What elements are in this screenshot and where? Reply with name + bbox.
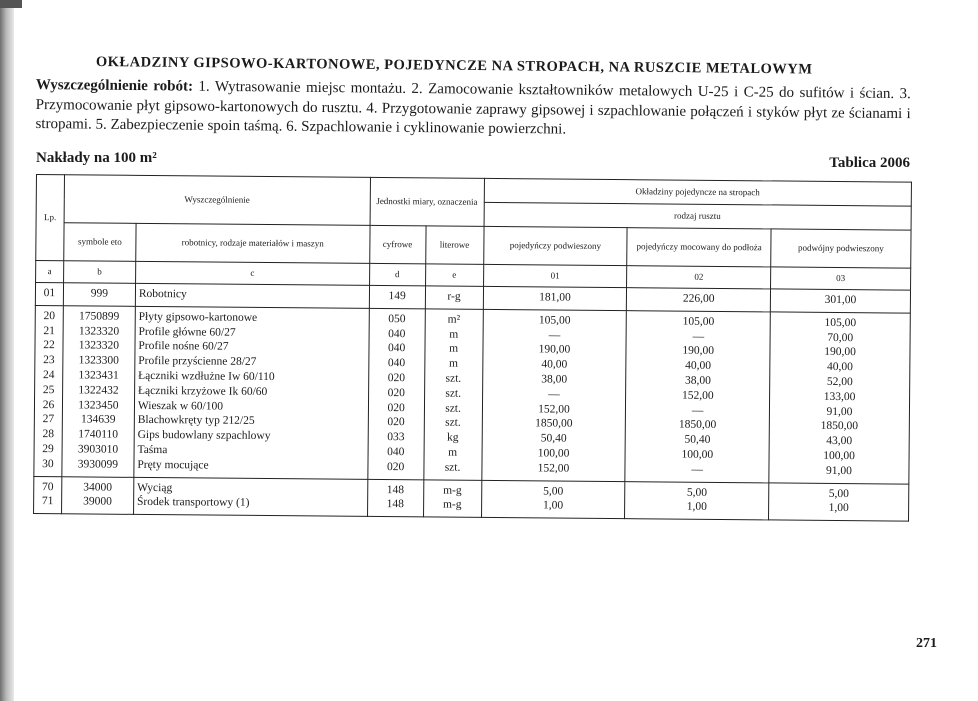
table-cell: m-g bbox=[443, 484, 462, 497]
table-cell: — bbox=[691, 463, 703, 476]
table-cell: — bbox=[548, 388, 560, 401]
column-cyfrowe bbox=[368, 308, 425, 479]
table-cell: 190,00 bbox=[824, 346, 856, 359]
table-cell: Robotnicy bbox=[138, 287, 187, 301]
table-cell: 23 bbox=[43, 354, 55, 367]
table-cell: 1750899 bbox=[79, 310, 120, 323]
table-cell: 152,00 bbox=[681, 389, 714, 402]
table-cell: szt. bbox=[444, 461, 461, 474]
table-cell: m bbox=[449, 343, 459, 356]
table-cell: 105,00 bbox=[824, 316, 857, 329]
table-cell: 5,00 bbox=[543, 485, 564, 498]
table-cell: 01 bbox=[43, 287, 56, 300]
table-cell: 40,00 bbox=[685, 359, 712, 373]
column-c1 bbox=[481, 480, 625, 519]
table-cell: 1323320 bbox=[78, 339, 120, 353]
table-cell: 999 bbox=[90, 287, 109, 300]
table-cell: 050 bbox=[388, 312, 406, 326]
table-cell: 181,00 bbox=[539, 291, 571, 304]
table-cell: 020 bbox=[387, 386, 405, 400]
header-cyfrowe: cyfrowe bbox=[369, 225, 425, 263]
table-cell: 133,00 bbox=[823, 390, 856, 403]
table-cell: szt. bbox=[445, 402, 461, 415]
table-cell: 301,00 bbox=[824, 293, 857, 307]
table-cell: 020 bbox=[387, 372, 406, 385]
table-cell: Profile nośne 60/27 bbox=[138, 340, 229, 354]
table-cell: — bbox=[691, 404, 704, 417]
table-cell: r-g bbox=[447, 290, 461, 303]
table-cell: 105,00 bbox=[682, 315, 715, 328]
table-cell: 100,00 bbox=[537, 447, 570, 460]
header-col-01: pojedyńczy podwieszony bbox=[483, 226, 627, 265]
table-cell: 27 bbox=[42, 413, 55, 426]
table-cell: 40,00 bbox=[541, 358, 568, 371]
header-okladziny: Okładziny pojedyncze na stropach bbox=[484, 178, 912, 206]
column-symbol bbox=[62, 306, 135, 477]
table-cell: 30 bbox=[42, 457, 54, 470]
spec-label: Wyszczególnienie robót: bbox=[35, 76, 194, 95]
table-cell: 21 bbox=[43, 324, 55, 337]
column-c2 bbox=[625, 481, 769, 520]
table-cell: 71 bbox=[41, 495, 54, 508]
column-lp bbox=[34, 476, 62, 514]
book-corner-mark bbox=[0, 0, 22, 8]
table-cell: 1850,00 bbox=[678, 418, 717, 432]
table-cell: 70 bbox=[41, 480, 54, 493]
table-cell: 24 bbox=[42, 369, 55, 382]
table-cell: Środek transportowy (1) bbox=[136, 496, 250, 510]
table-cell: 25 bbox=[42, 383, 55, 396]
table-cell: — bbox=[692, 330, 705, 343]
table-cell: Pręty mocujące bbox=[137, 458, 209, 472]
page-number: 271 bbox=[916, 636, 937, 651]
table-cell: 3930099 bbox=[77, 458, 119, 471]
letter-01: 01 bbox=[483, 264, 627, 287]
table-cell: m bbox=[449, 328, 459, 341]
column-name bbox=[134, 306, 369, 479]
table-cell: 105,00 bbox=[538, 314, 571, 327]
header-rodzaj-rusztu: rodzaj rusztu bbox=[484, 202, 912, 230]
table-cell: 1322432 bbox=[78, 384, 119, 397]
header-literowe: literowe bbox=[425, 226, 483, 265]
column-symbol bbox=[62, 476, 134, 514]
letter-a: a bbox=[36, 261, 64, 283]
header-wyszczegolnienie: Wyszczególnienie bbox=[64, 175, 370, 226]
table-cell: Płyty gipsowo-kartonowe bbox=[138, 310, 258, 324]
cost-table bbox=[33, 174, 912, 522]
table-cell: 040 bbox=[387, 342, 406, 355]
table-cell: 152,00 bbox=[537, 462, 570, 475]
table-cell: Profile główne 60/27 bbox=[138, 325, 236, 339]
table-row-group bbox=[34, 476, 909, 521]
table-cell: Wyciąg bbox=[137, 481, 173, 494]
table-cell: 29 bbox=[42, 443, 54, 456]
column-name bbox=[133, 477, 367, 517]
table-cell: m bbox=[448, 357, 458, 370]
table-cell: 50,40 bbox=[540, 432, 567, 445]
table-cell: 100,00 bbox=[823, 449, 855, 463]
header-col-03: podwójny podwieszony bbox=[771, 229, 911, 268]
table-cell: 1,00 bbox=[542, 499, 564, 512]
column-c2 bbox=[625, 310, 770, 482]
table-cell: 100,00 bbox=[681, 448, 714, 461]
table-cell: 39000 bbox=[83, 495, 113, 509]
table-cell: 020 bbox=[386, 460, 405, 473]
column-cyfrowe bbox=[367, 479, 423, 517]
spec-text: 1. Wytrasowanie miejsc montażu. 2. Zamocowanie kształtowników metalowych U-25 i C-25 do sufitów i ścian. 3. Przymocowanie płyt gipsowo-kartonowych do rusztu. 4. Przygotowanie zaprawy gipsowej i szpachlowanie połączeń i styków płyt ze ścianami i stropami. 5. Zabezpieczenie spoin taśmą. 6. Szpachlowanie i cyklinowanie powierzchni. bbox=[35, 78, 911, 138]
table-cell: Wieszak w 60/100 bbox=[137, 399, 224, 413]
table-cell: 226,00 bbox=[682, 292, 715, 305]
table-cell: 26 bbox=[42, 398, 55, 411]
table-cell: Taśma bbox=[137, 443, 168, 457]
table-cell: 020 bbox=[387, 401, 405, 414]
table-cell: 40,00 bbox=[826, 361, 853, 374]
table-cell: 50,40 bbox=[684, 433, 711, 447]
table-cell: szt. bbox=[445, 416, 461, 430]
table-cell: 152,00 bbox=[538, 402, 570, 416]
header-symbole: symbole eto bbox=[64, 223, 136, 262]
column-cyfrowe bbox=[369, 285, 425, 308]
table-cell: Profile przyścienne 28/27 bbox=[138, 355, 257, 369]
table-cell: 1323320 bbox=[78, 324, 120, 338]
table-cell: Łączniki krzyżowe Ik 60/60 bbox=[137, 384, 268, 398]
table-cell: 38,00 bbox=[541, 373, 568, 386]
table-cell: m bbox=[448, 446, 458, 459]
table-cell: 190,00 bbox=[538, 343, 571, 357]
header-jednostki: Jednostki miary, oznaczenia bbox=[370, 177, 484, 226]
table-cell: 190,00 bbox=[682, 345, 715, 358]
table-cell: 040 bbox=[388, 327, 406, 340]
letter-d: d bbox=[369, 263, 425, 285]
table-cell: 38,00 bbox=[684, 374, 711, 387]
table-cell: 020 bbox=[387, 416, 405, 429]
table-row-group bbox=[34, 305, 910, 483]
table-cell: 5,00 bbox=[686, 486, 708, 499]
header-col-02: pojedyńczy mocowany do podłoża bbox=[627, 228, 771, 267]
column-lp bbox=[35, 283, 63, 306]
table-cell: 134639 bbox=[80, 413, 116, 427]
column-c2 bbox=[627, 288, 771, 312]
letter-b: b bbox=[64, 261, 136, 284]
header-robotnicy: robotnicy, rodzaje materiałów i maszyn bbox=[136, 223, 370, 263]
column-symbol bbox=[63, 283, 135, 306]
table-cell: 91,00 bbox=[826, 464, 852, 477]
letter-e: e bbox=[425, 264, 483, 287]
table-cell: 5,00 bbox=[828, 487, 849, 500]
table-cell: 1323450 bbox=[78, 398, 119, 412]
table-cell: 1,00 bbox=[828, 502, 849, 515]
table-cell: 149 bbox=[388, 290, 406, 303]
table-cell: 43,00 bbox=[826, 435, 853, 448]
table-cell: m-g bbox=[442, 498, 462, 512]
table-cell: 34000 bbox=[83, 480, 113, 494]
table-cell: 040 bbox=[387, 446, 405, 459]
table-cell: 1850,00 bbox=[535, 417, 573, 431]
table-cell: szt. bbox=[445, 387, 462, 400]
table-cell: 1323300 bbox=[78, 354, 119, 367]
table-cell: 91,00 bbox=[826, 405, 853, 418]
table-cell: 22 bbox=[43, 339, 55, 352]
column-c1 bbox=[483, 286, 627, 310]
column-c3 bbox=[770, 289, 910, 313]
letter-c: c bbox=[135, 261, 369, 285]
table-cell: 70,00 bbox=[827, 331, 854, 344]
column-literowe bbox=[423, 479, 481, 517]
table-cell: Łączniki wzdłużne Iw 60/110 bbox=[138, 369, 275, 384]
document-page bbox=[35, 0, 937, 701]
page-title: OKŁADZINY GIPSOWO-KARTONOWE, POJEDYNCZE NA STROPACH, NA RUSZCIE METALOWYM bbox=[95, 54, 813, 78]
table-number: Tablica 2006 bbox=[829, 155, 910, 171]
naklady-heading: Nakłady na 100 m² bbox=[36, 150, 157, 166]
table-cell: 3903010 bbox=[77, 443, 119, 456]
header-lp: Lp. bbox=[36, 175, 65, 261]
table-cell: 1740110 bbox=[78, 428, 119, 441]
table-cell: Gips budowlany szpachlowy bbox=[137, 429, 271, 443]
table-cell: 148 bbox=[386, 483, 405, 496]
table-cell: 033 bbox=[387, 431, 405, 444]
book-spine-shadow bbox=[0, 0, 14, 701]
column-c3 bbox=[769, 482, 909, 521]
table-cell: — bbox=[548, 329, 561, 342]
column-c3 bbox=[769, 312, 910, 484]
column-lp bbox=[34, 305, 63, 476]
column-literowe bbox=[423, 309, 482, 480]
letter-03: 03 bbox=[771, 267, 911, 290]
letter-02: 02 bbox=[627, 266, 771, 289]
column-c1 bbox=[481, 309, 626, 481]
table-cell: m² bbox=[447, 313, 461, 326]
table-cell: 28 bbox=[42, 428, 55, 441]
column-name bbox=[135, 283, 369, 308]
table-cell: 1,00 bbox=[686, 501, 707, 514]
table-cell: kg bbox=[447, 431, 459, 444]
table-cell: 040 bbox=[387, 357, 406, 370]
work-specification bbox=[35, 76, 911, 144]
cost-table-wrapper bbox=[33, 174, 912, 522]
table-cell: 52,00 bbox=[826, 375, 853, 389]
table-cell: Blachowkręty typ 212/25 bbox=[137, 414, 255, 428]
table-cell: 1323431 bbox=[78, 369, 119, 382]
table-cell: 20 bbox=[43, 309, 56, 322]
table-cell: 148 bbox=[386, 498, 404, 511]
table-cell: szt. bbox=[445, 372, 462, 385]
column-literowe bbox=[425, 286, 483, 309]
table-cell: 1850,00 bbox=[820, 420, 859, 433]
